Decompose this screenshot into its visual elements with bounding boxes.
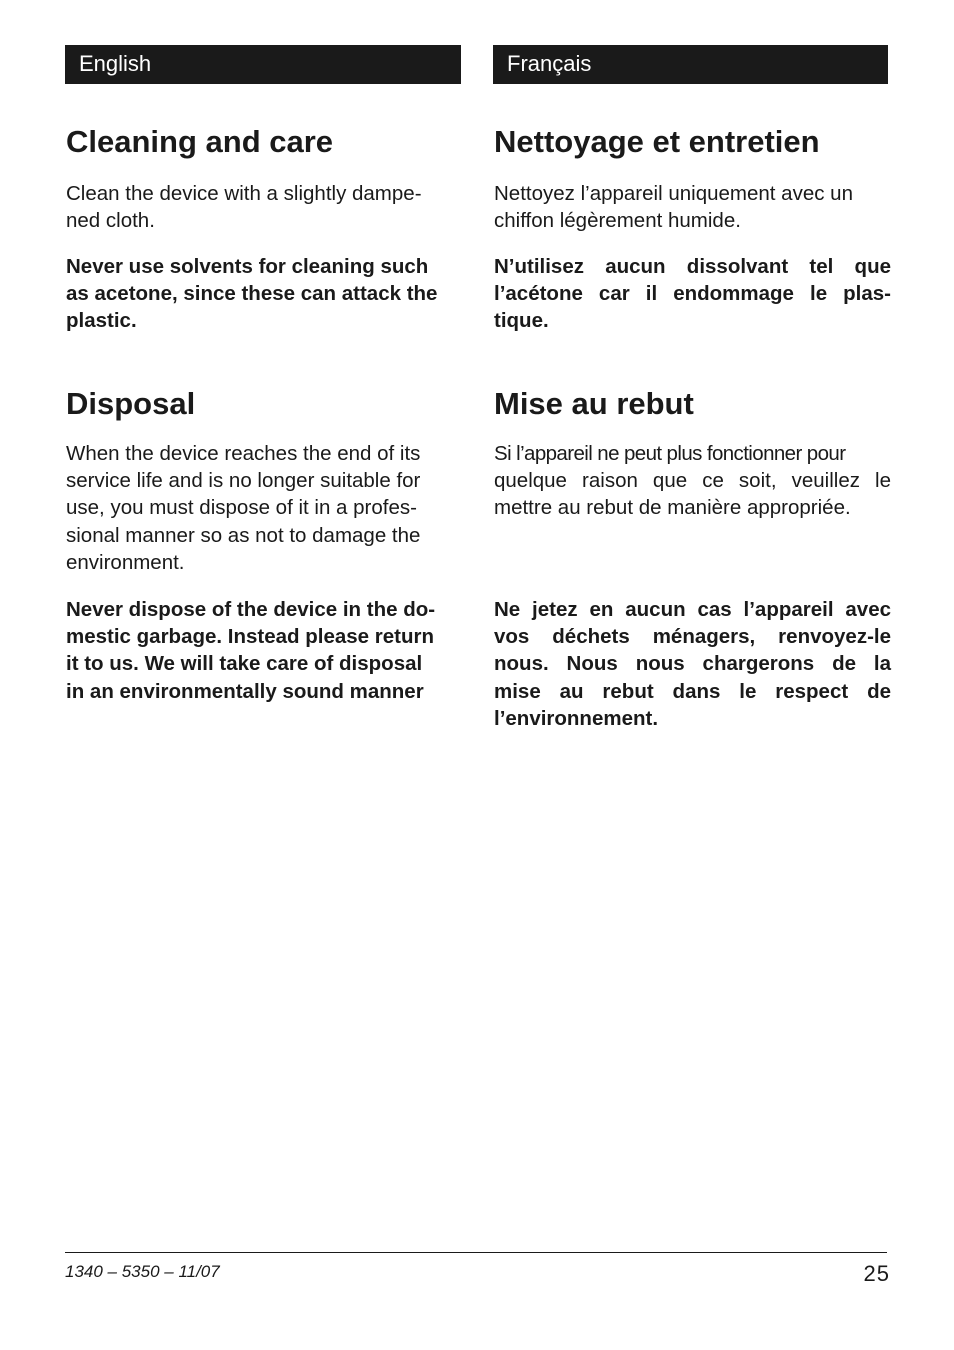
language-tab-english: English <box>65 45 461 84</box>
cleaning-warning: Never use solvents for cleaning such as acetone, since these can attack the plastic. <box>66 255 438 333</box>
nettoyage-heading: Nettoyage et entretien <box>494 124 820 159</box>
disposal-text: When the device reaches the end of its service life and is no longer suitable for use, you must dispose of it in a profes- sional manner so as not to damage the environment. <box>66 442 421 574</box>
nettoyage-warning: N’utilisez aucun dissolvant tel que l’acétone car il endommage le plas- tique. <box>494 255 891 333</box>
document-reference: 1340 – 5350 – 11/07 <box>65 1262 220 1281</box>
disposal-heading: Disposal <box>66 386 196 421</box>
english-column <box>65 45 461 703</box>
rebut-text: Si l’appareil ne peut plus fonctionner pour quelque raison que ce soit, veuillez le mettre au rebut de manière appropriée. <box>494 442 891 520</box>
page-number: 25 <box>863 1261 890 1286</box>
french-column <box>493 45 891 730</box>
rebut-warning: Ne jetez en aucun cas l’appareil avec vos déchets ménagers, renvoyez-le nous. Nous nous chargerons de la mise au rebut dans le respect de l’environnement. <box>494 598 891 730</box>
nettoyage-text: Nettoyez l’appareil uniquement avec un chiffon légèrement humide. <box>494 182 853 233</box>
footer-divider <box>65 1252 887 1253</box>
cleaning-heading: Cleaning and care <box>66 124 334 159</box>
disposal-warning: Never dispose of the device in the do- mestic garbage. Instead please return it to us. We will take care of disposal in an environmentally sound manner <box>66 598 436 703</box>
rebut-heading: Mise au rebut <box>494 386 694 421</box>
cleaning-text: Clean the device with a slightly dampe- ned cloth. <box>66 182 422 233</box>
language-tab-francais: Français <box>493 45 888 84</box>
